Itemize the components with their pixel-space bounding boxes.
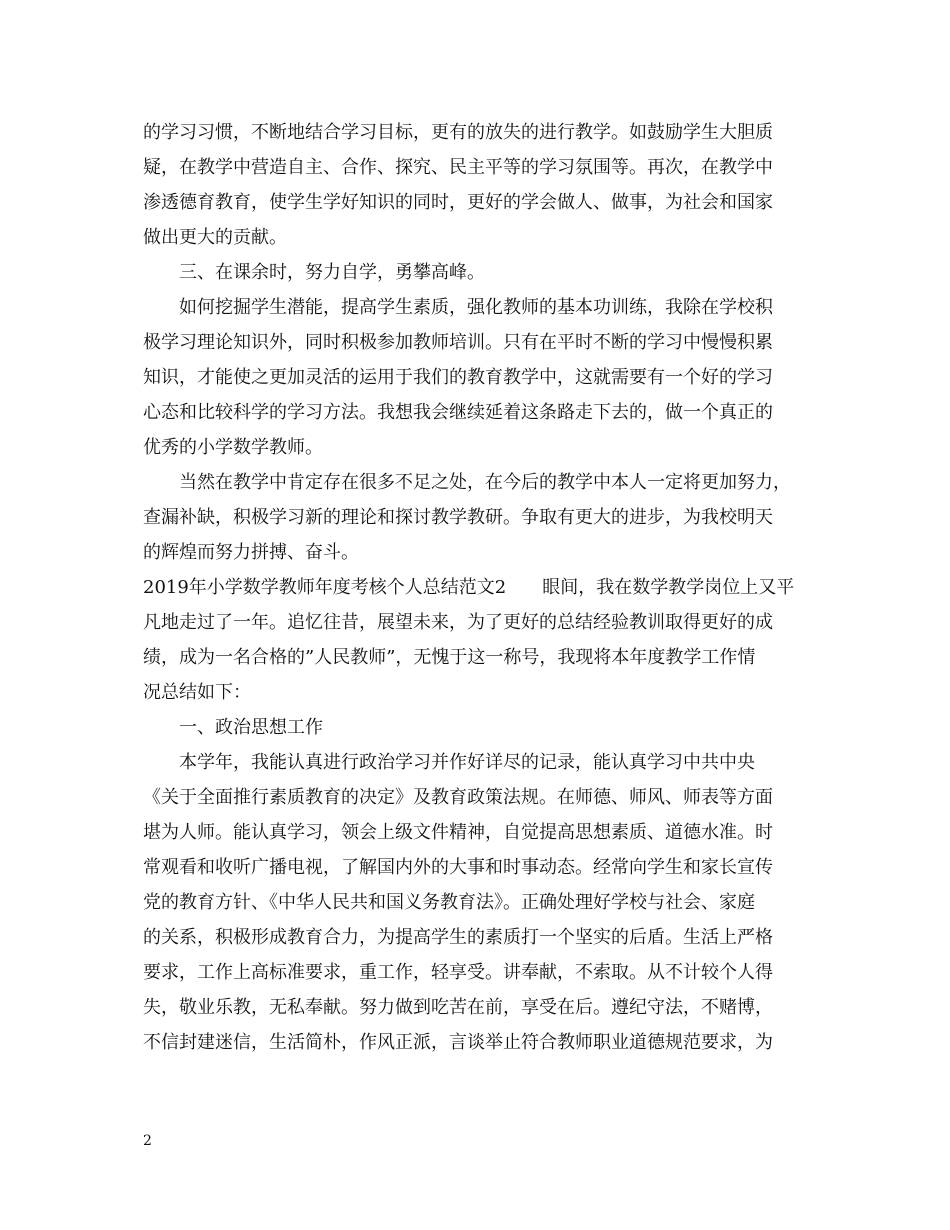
text-line: 心态和比较科学的学习方法。我想我会继续延着这条路走下去的，做一个真正的 <box>143 402 773 423</box>
text-line: 的辉煌而努力拼搏、奋斗。 <box>143 542 359 563</box>
text-line: 优秀的小学数学教师。 <box>143 437 323 458</box>
text-line: 常观看和收听广播电视，了解国内外的大事和时事动态。经常向学生和家长宣传 <box>143 857 773 878</box>
text-line: 党的教育方针、《中华人民共和国义务教育法》。正确处理好学校与社会、家庭 <box>143 892 755 913</box>
text-line: 不信封建迷信，生活简朴，作风正派，言谈举止符合教师职业道德规范要求，为 <box>143 1032 773 1053</box>
text-line: 绩，成为一名合格的”人民教师”，无愧于这一称号，我现将本年度教学工作情 <box>143 647 756 668</box>
text-line: 《关于全面推行素质教育的决定》及教育政策法规。在师德、师风、师表等方面 <box>143 787 773 808</box>
text-line: 极学习理论知识外，同时积极参加教师培训。只有在平时不断的学习中慢慢积累 <box>143 332 773 353</box>
text-line: 当然在教学中肯定存在很多不足之处，在今后的教学中本人一定将更加努力， <box>143 472 791 493</box>
text-line: 失，敬业乐教，无私奉献。努力做到吃苦在前，享受在后。遵纪守法，不赌博， <box>143 997 773 1018</box>
text-line: 渗透德育教育，使学生学好知识的同时，更好的学会做人、做事，为社会和国家 <box>143 192 773 213</box>
text-line: 况总结如下： <box>143 682 251 703</box>
text-line: 疑，在教学中营造自主、合作、探究、民主平等的学习氛围等。再次，在教学中 <box>143 157 773 178</box>
section-heading: 三、在课余时，努力自学，勇攀高峰。 <box>143 262 485 283</box>
document-title-line: 2019年小学数学教师年度考核个人总结范文2 眼间，我在数学教学岗位上又平 <box>143 577 795 598</box>
text-line: 做出更大的贡献。 <box>143 227 287 248</box>
section-heading: 一、政治思想工作 <box>143 717 323 738</box>
text-line: 查漏补缺，积极学习新的理论和探讨教学教研。争取有更大的进步，为我校明天 <box>143 507 773 528</box>
text-line: 的关系，积极形成教育合力，为提高学生的素质打一个坚实的后盾。生活上严格 <box>143 927 773 948</box>
text-line: 凡地走过了一年。追忆往昔，展望未来，为了更好的总结经验教训取得更好的成 <box>143 612 773 633</box>
text-line: 要求，工作上高标准要求，重工作，轻享受。讲奉献，不索取。从不计较个人得 <box>143 962 773 983</box>
text-line: 堪为人师。能认真学习，领会上级文件精神，自觉提高思想素质、道德水准。时 <box>143 822 773 843</box>
text-line: 本学年，我能认真进行政治学习并作好详尽的记录，能认真学习中共中央 <box>143 752 755 773</box>
page-number: 2 <box>143 1133 152 1149</box>
text-line: 的学习习惯，不断地结合学习目标，更有的放失的进行教学。如鼓励学生大胆质 <box>143 122 773 143</box>
text-line: 如何挖掘学生潜能，提高学生素质，强化教师的基本功训练，我除在学校积 <box>143 297 773 318</box>
text-line: 知识，才能使之更加灵活的运用于我们的教育教学中，这就需要有一个好的学习 <box>143 367 773 388</box>
